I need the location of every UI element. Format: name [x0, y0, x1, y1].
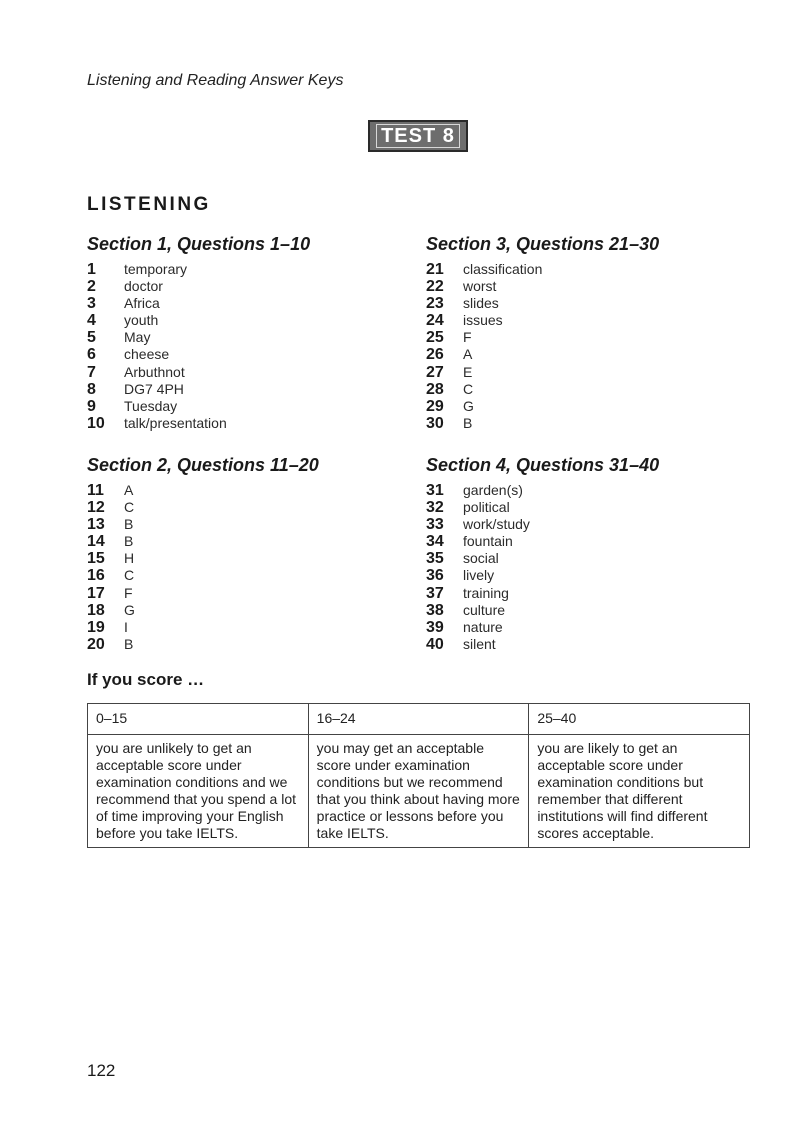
answer-text: Tuesday — [124, 397, 178, 414]
answer-text: nature — [463, 618, 503, 635]
answer-text: B — [463, 414, 473, 431]
answer-text: issues — [463, 312, 503, 329]
score-table — [87, 703, 750, 848]
answer-item — [87, 312, 387, 329]
answer-text: garden(s) — [463, 482, 523, 498]
question-number: 14 — [87, 533, 105, 551]
answer-list — [426, 482, 726, 653]
answer-text: silent — [463, 635, 496, 652]
answer-text: Africa — [124, 295, 160, 312]
answer-item — [87, 585, 387, 602]
question-number: 3 — [87, 295, 96, 313]
answer-item — [426, 415, 726, 432]
test-label: TEST 8 — [376, 124, 460, 148]
answer-list — [87, 261, 387, 432]
question-number: 9 — [87, 397, 96, 415]
answer-text: lively — [463, 567, 495, 584]
question-number: 37 — [426, 584, 444, 602]
answer-item — [426, 398, 726, 415]
answer-text: Arbuthnot — [124, 363, 185, 380]
answer-text: F — [124, 584, 133, 601]
section-title: Section 2, Questions 11–20 — [87, 455, 319, 475]
answer-text: youth — [124, 312, 159, 329]
section-2 — [87, 455, 387, 653]
answer-text: classification — [463, 261, 543, 277]
listening-heading: LISTENING — [87, 194, 211, 215]
answer-item — [87, 398, 387, 415]
answer-item — [87, 550, 387, 567]
answer-item — [426, 312, 726, 329]
answer-list — [426, 261, 726, 432]
answer-item — [426, 636, 726, 653]
question-number: 19 — [87, 618, 105, 636]
question-number: 28 — [426, 380, 444, 398]
question-number: 4 — [87, 312, 96, 330]
question-number: 8 — [87, 380, 96, 398]
answer-item — [426, 516, 726, 533]
answer-item — [426, 346, 726, 363]
answer-item — [87, 346, 387, 363]
question-number: 39 — [426, 618, 444, 636]
question-number: 36 — [426, 567, 444, 585]
question-number: 12 — [87, 499, 105, 517]
answer-text: May — [124, 329, 151, 346]
score-advice: you may get an acceptable score under examination conditions but we recommend that you think about having more practice or lessons before you take IELTS. — [308, 735, 529, 848]
answer-text: G — [124, 601, 135, 618]
answer-item — [426, 261, 726, 278]
answer-text: worst — [463, 278, 497, 295]
question-number: 35 — [426, 550, 444, 568]
answer-item — [87, 415, 387, 432]
answer-item — [87, 516, 387, 533]
running-head: Listening and Reading Answer Keys — [87, 72, 344, 89]
answer-list — [87, 482, 387, 653]
section-3 — [426, 234, 726, 432]
answer-text: social — [463, 550, 499, 567]
question-number: 38 — [426, 601, 444, 619]
question-number: 30 — [426, 414, 444, 432]
page-number: 122 — [87, 1061, 116, 1080]
answer-text: culture — [463, 601, 506, 618]
answer-text: political — [463, 499, 510, 516]
answer-item — [426, 381, 726, 398]
score-advice: you are likely to get an acceptable score under examination conditions but remember that different institutions will find different scores acceptable. — [529, 735, 750, 848]
section-title: Section 3, Questions 21–30 — [426, 234, 660, 254]
answer-item — [426, 295, 726, 312]
answer-item — [426, 278, 726, 295]
question-number: 1 — [87, 261, 96, 278]
question-number: 32 — [426, 499, 444, 517]
question-number: 20 — [87, 635, 105, 653]
question-number: 2 — [87, 278, 96, 296]
answer-item — [426, 329, 726, 346]
question-number: 16 — [87, 567, 105, 585]
answer-text: F — [463, 329, 472, 346]
question-number: 29 — [426, 397, 444, 415]
score-header-row — [88, 704, 750, 735]
answer-text: DG7 4PH — [124, 380, 184, 397]
answer-item — [87, 533, 387, 550]
question-number: 34 — [426, 533, 444, 551]
score-advice: you are unlikely to get an acceptable score under examination conditions and we recommend that you spend a lot of time improving your English before you take IELTS. — [88, 735, 309, 848]
answer-text: E — [463, 363, 473, 380]
question-number: 5 — [87, 329, 96, 347]
score-range: 16–24 — [308, 704, 529, 735]
answer-item — [87, 329, 387, 346]
question-number: 33 — [426, 516, 444, 534]
answer-text: I — [124, 618, 128, 635]
answer-item — [426, 533, 726, 550]
answer-text: training — [463, 584, 509, 601]
answer-text: G — [463, 397, 474, 414]
answer-item — [87, 364, 387, 381]
answer-item — [426, 499, 726, 516]
score-advice-row — [88, 735, 750, 848]
answer-item — [426, 585, 726, 602]
answer-text: C — [124, 499, 135, 516]
section-4 — [426, 455, 726, 653]
question-number: 10 — [87, 414, 105, 432]
answer-text: A — [463, 346, 473, 363]
answer-item — [87, 602, 387, 619]
answer-text: B — [124, 635, 134, 652]
question-number: 25 — [426, 329, 444, 347]
question-number: 17 — [87, 584, 105, 602]
answer-item — [426, 550, 726, 567]
section-title: Section 1, Questions 1–10 — [87, 234, 311, 254]
answer-text: fountain — [463, 533, 513, 550]
question-number: 31 — [426, 482, 444, 499]
question-number: 11 — [87, 482, 104, 499]
question-number: 26 — [426, 346, 444, 364]
question-number: 6 — [87, 346, 96, 364]
answer-item — [87, 567, 387, 584]
answer-item — [87, 278, 387, 295]
section-1 — [87, 234, 387, 432]
answer-text: H — [124, 550, 135, 567]
answer-text: slides — [463, 295, 499, 312]
question-number: 15 — [87, 550, 105, 568]
answer-text: C — [463, 380, 474, 397]
answer-text: temporary — [124, 261, 188, 277]
question-number: 23 — [426, 295, 444, 313]
question-number: 13 — [87, 516, 105, 534]
answer-text: talk/presentation — [124, 414, 227, 431]
answer-item — [87, 499, 387, 516]
answer-item — [87, 636, 387, 653]
score-range: 0–15 — [88, 704, 309, 735]
answer-item — [426, 619, 726, 636]
score-range: 25–40 — [529, 704, 750, 735]
answer-text: work/study — [463, 516, 530, 533]
answer-item — [426, 482, 726, 499]
answer-text: A — [124, 482, 134, 498]
answer-item — [426, 364, 726, 381]
answer-text: B — [124, 516, 134, 533]
answer-item — [87, 482, 387, 499]
question-number: 7 — [87, 363, 96, 381]
question-number: 21 — [426, 261, 444, 278]
score-heading: If you score … — [87, 670, 205, 689]
question-number: 27 — [426, 363, 444, 381]
test-badge — [368, 120, 468, 152]
answer-item — [426, 602, 726, 619]
question-number: 24 — [426, 312, 444, 330]
answer-item — [426, 567, 726, 584]
answer-item — [87, 295, 387, 312]
question-number: 40 — [426, 635, 444, 653]
answer-item — [87, 261, 387, 278]
answer-item — [87, 381, 387, 398]
answer-text: B — [124, 533, 134, 550]
question-number: 18 — [87, 601, 105, 619]
answer-text: doctor — [124, 278, 163, 295]
answer-text: C — [124, 567, 135, 584]
question-number: 22 — [426, 278, 444, 296]
section-title: Section 4, Questions 31–40 — [426, 455, 660, 475]
answer-text: cheese — [124, 346, 170, 363]
answer-item — [87, 619, 387, 636]
